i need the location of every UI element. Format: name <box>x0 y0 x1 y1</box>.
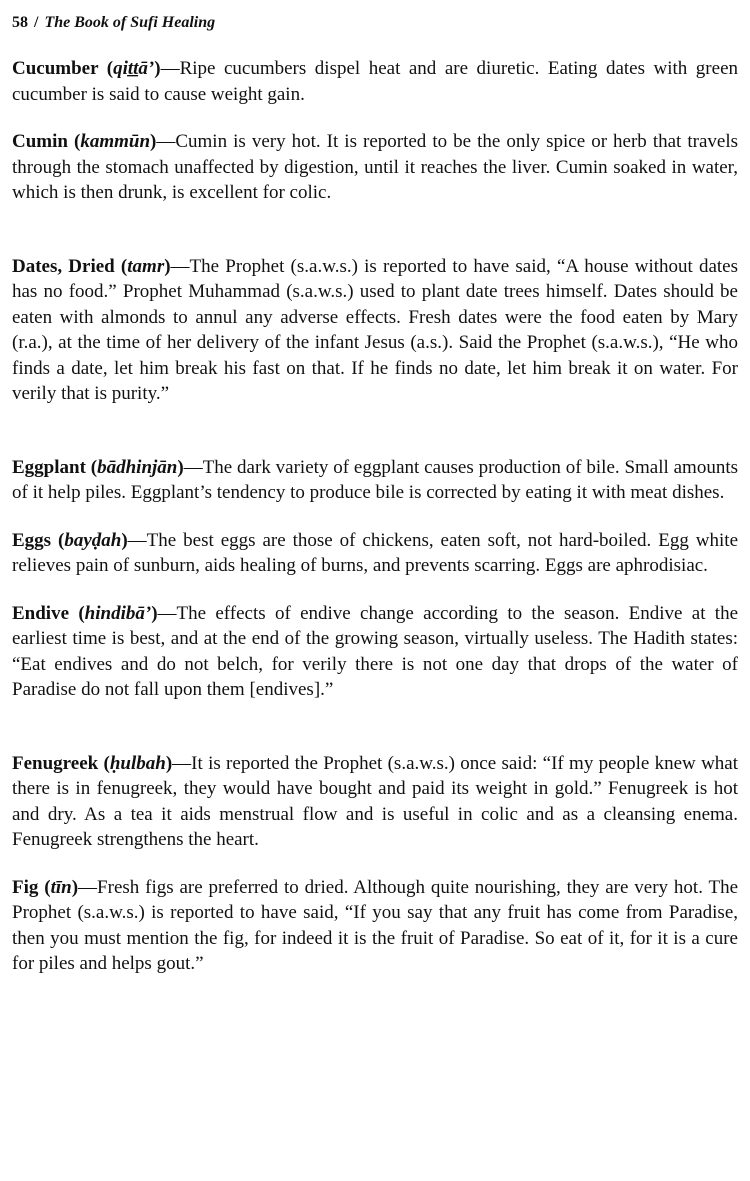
entry-transliteration: qiṯṯā’ <box>113 58 155 79</box>
entry-transliteration: tamr <box>127 255 165 277</box>
entry-paren-open: ( <box>69 602 85 624</box>
entry-term: Dates, Dried <box>12 255 115 277</box>
entry-transliteration: bayḍah <box>64 529 122 551</box>
entry-cucumber <box>12 56 738 107</box>
entry-endive <box>12 601 738 703</box>
entry-paren-close: ) <box>150 131 157 152</box>
entry-paren-open: ( <box>38 876 51 898</box>
entry-term: Endive <box>12 602 70 624</box>
book-title: The Book of Sufi Healing <box>44 14 216 31</box>
entry-paren-close: ) <box>154 58 161 79</box>
entry-fenugreek <box>12 751 738 853</box>
entry-paren-open: ( <box>51 529 65 551</box>
entry-term: Fenugreek <box>12 752 99 774</box>
entry-text: —The effects of endive change according to the season. Endive at the earliest time is best, and at the end of the growing season, virtually useless. The Hadith states: “Eat endives and do not belch, for verily there is not one day that drops of the water of Paradise do not fall upon them [endives].” <box>12 602 739 700</box>
entry-transliteration: bādhinjān <box>97 456 178 478</box>
entry-paren-open: ( <box>98 752 110 774</box>
entry-eggplant <box>12 455 738 506</box>
entry-text: —The dark variety of eggplant causes production of bile. Small amounts of it help piles. Eggplant’s tendency to produce bile is corrected by eating it with meat dishes. <box>12 456 739 503</box>
entry-eggs <box>12 528 738 579</box>
entry-text: —The best eggs are those of chickens, eaten soft, not hard-boiled. Egg white relieves pain of sunburn, aids healing of burns, and prevents scarring. Eggs are aphrodisiac. <box>12 529 738 576</box>
entry-term: Fig <box>12 876 39 898</box>
entry-paren-open: ( <box>67 131 81 152</box>
entry-text: —Fresh figs are preferred to dried. Although quite nourishing, they are very hot. The Prophet (s.a.w.s.) is reported to have said, “If you say that any fruit has come from Paradise, then you must mention the fig, for indeed it is the fruit of Paradise. So eat of it, for it is a cure for piles and helps gout.” <box>12 876 739 974</box>
entry-text: —Cumin is very hot. It is reported to be the only spice or herb that travels through the stomach unaffected by digestion, until it reaches the liver. Cumin soaked in water, which is then drunk, is excellent for colic. <box>12 131 738 203</box>
entry-term: Cucumber <box>12 58 99 79</box>
running-header <box>12 14 738 32</box>
entry-paren-close: ) <box>164 255 171 277</box>
entry-cumin <box>12 129 738 206</box>
entry-dates-dried <box>12 254 738 407</box>
entry-text: —It is reported the Prophet (s.a.w.s.) once said: “If my people knew what there is in fenugreek, they would have bought and paid its weight in gold.” Fenugreek is hot and dry. As a tea it aids menstrual flow and is useful in colic and as a cleansing enema. Fenugreek strengthens the heart. <box>12 752 739 850</box>
entry-text: —Ripe cucumbers dispel heat and are diuretic. Eating dates with green cucumber is said to cause weight gain. <box>12 58 739 105</box>
entry-paren-close: ) <box>71 876 79 898</box>
book-page <box>12 14 738 977</box>
entry-term: Cumin <box>12 131 68 152</box>
entry-transliteration: hindibā’ <box>84 602 152 624</box>
entry-transliteration: kammūn <box>80 131 151 152</box>
entry-paren-open: ( <box>98 58 114 79</box>
entry-paren-close: ) <box>165 752 173 774</box>
entry-text: —The Prophet (s.a.w.s.) is reported to have said, “A house without dates has no food.” Prophet Muhammad (s.a.w.s.) used to plant date trees himself. Dates should be eaten with almonds to annul any adverse effects. Fresh dates were the food eaten by Mary (r.a.), at the time of her delivery of the infant Jesus (a.s.). Said the Prophet (s.a.w.s.), “He who finds a date, let him break his fast on that. If he finds no date, let him break it on water. For verily that is purity.” <box>12 255 739 404</box>
entry-transliteration: ḥulbah <box>109 752 166 774</box>
entry-paren-open: ( <box>114 255 128 277</box>
header-separator: / <box>34 14 39 31</box>
entry-transliteration: tīn <box>50 876 72 898</box>
entry-term: Eggs <box>12 529 52 551</box>
entry-paren-close: ) <box>177 456 184 478</box>
page-number: 58 <box>12 14 28 31</box>
entry-paren-close: ) <box>121 529 128 551</box>
entry-paren-close: ) <box>151 602 158 624</box>
entry-paren-open: ( <box>85 456 98 478</box>
entry-fig <box>12 875 738 977</box>
entry-term: Eggplant <box>12 456 86 478</box>
